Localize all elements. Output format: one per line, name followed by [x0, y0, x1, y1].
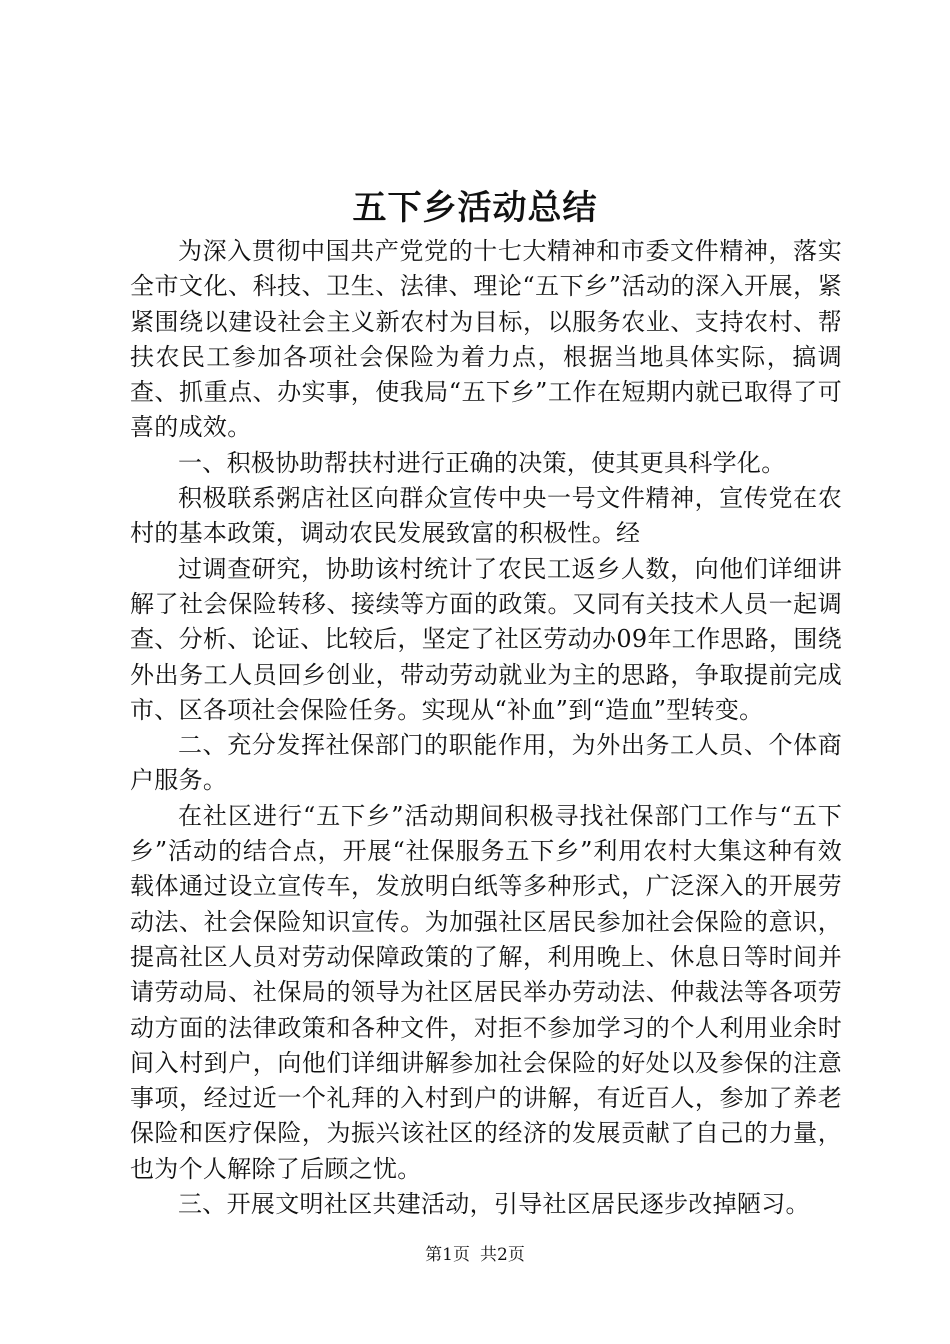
document-body: [130, 234, 842, 1222]
paragraph-section-1b: 过调查研究，协助该村统计了农民工返乡人数，向他们详细讲解了社会保险转移、接续等方面的政策。又同有关技术人员一起调查、分析、论证、比较后，坚定了社区劳动办09年工作思路，围绕外出务工人员回乡创业，带动劳动就业为主的思路，争取提前完成市、区各项社会保险任务。实现从“补血”到“造血”型转变。: [130, 554, 842, 724]
paragraph-section-1a: 积极联系粥店社区向群众宣传中央一号文件精神，宣传党在农村的基本政策，调动农民发展致富的积极性。经: [130, 484, 842, 548]
section-heading-2: 二、充分发挥社保部门的职能作用，为外出务工人员、个体商户服务。: [130, 731, 842, 795]
section-heading-3: 三、开展文明社区共建活动，引导社区居民逐步改掉陋习。: [178, 1190, 810, 1219]
page-number-total: 共2页: [480, 1245, 525, 1265]
page-footer: [0, 1243, 950, 1267]
paragraph-section-2: 在社区进行“五下乡”活动期间积极寻找社保部门工作与“五下乡”活动的结合点，开展“社保服务五下乡”利用农村大集这种有效载体通过设立宣传车，发放明白纸等多种形式，广泛深入的开展劳动法、社会保险知识宣传。为加强社区居民参加社会保险的意识，提高社区人员对劳动保障政策的了解，利用晚上、休息日等时间并请劳动局、社保局的领导为社区居民举办劳动法、仲裁法等各项劳动方面的法律政策和各种文件，对拒不参加学习的个人利用业余时间入村到户，向他们详细讲解参加社会保险的好处以及参保的注意事项，经过近一个礼拜的入村到户的讲解，有近百人，参加了养老保险和医疗保险，为振兴该社区的经济的发展贡献了自己的力量，也为个人解除了后顾之忧。: [130, 801, 842, 1183]
document-title: 五下乡活动总结: [352, 188, 598, 228]
paragraph-intro: 为深入贯彻中国共产党党的十七大精神和市委文件精神，落实全市文化、科技、卫生、法律、理论“五下乡”活动的深入开展，紧紧围绕以建设社会主义新农村为目标，以服务农业、支持农村、帮扶农民工参加各项社会保险为着力点，根据当地具体实际，搞调查、抓重点、办实事，使我局“五下乡”工作在短期内就已取得了可喜的成效。: [130, 237, 842, 442]
page-number-current: 第1页: [425, 1245, 470, 1265]
section-heading-1: 一、积极协助帮扶村进行正确的决策，使其更具科学化。: [178, 448, 786, 477]
